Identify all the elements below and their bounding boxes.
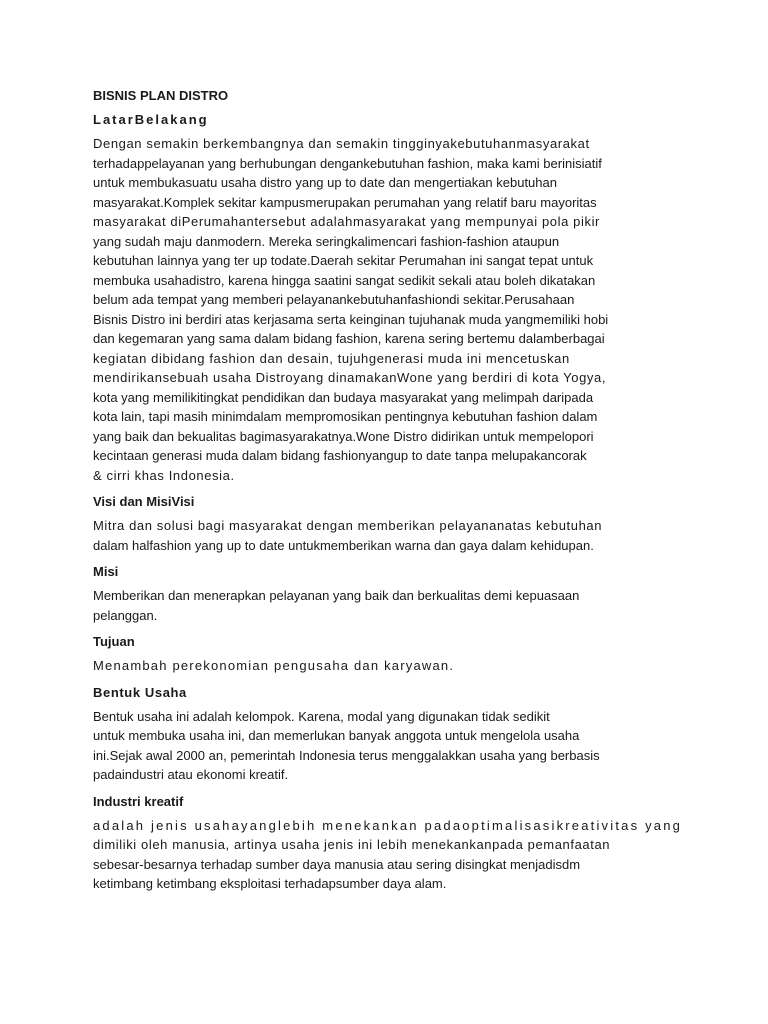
text-line: Bentuk usaha ini adalah kelompok. Karena, modal yang digunakan tidak sedikit — [93, 708, 550, 724]
text-line: Bisnis Distro ini berdiri atas kerjasama serta keinginan tujuhanak muda yangmemiliki hobi — [93, 311, 609, 327]
section-body-industri-kreatif — [93, 816, 683, 894]
text-line: masyarakat.Komplek sekitar kampusmerupakan perumahan yang relatif baru mayoritas — [93, 194, 597, 210]
text-line: kota yang memilikitingkat pendidikan dan budaya masyarakat yang melimpah daripada — [93, 389, 594, 405]
text-line: terhadappelayanan yang berhubungan dengankebutuhan fashion, maka kami berinisiatif — [93, 155, 602, 171]
section-heading-tujuan: Tujuan — [93, 634, 135, 649]
text-line: padaindustri atau ekonomi kreatif. — [93, 767, 289, 782]
text-line: ini.Sejak awal 2000 an, pemerintah Indonesia terus menggalakkan usaha yang berbasis — [93, 747, 600, 763]
text-line: untuk membuka usaha ini, dan memerlukan banyak anggota untuk mengelola usaha — [93, 728, 580, 743]
section-heading-bentuk-usaha: Bentuk Usaha — [93, 684, 187, 700]
text-line: dalam halfashion yang up to date untukmemberikan warna dan gaya dalam kehidupan. — [93, 537, 594, 553]
text-line: dan kegemaran yang sama dalam bidang fashion, karena sering bertemu dalamberbagai — [93, 331, 605, 346]
text-line: mendirikansebuah usaha Distroyang dinamakanWone yang berdiri di kota Yogya, — [93, 370, 607, 385]
text-line: Mitra dan solusi bagi masyarakat dengan memberikan pelayananatas kebutuhan — [93, 518, 603, 533]
text-line: yang baik dan bekualitas bagimasyarakatnya.Wone Distro didirikan untuk mempelopori — [93, 428, 594, 444]
text-line: yang sudah maju danmodern. Mereka seringkalimencari fashion-fashion ataupun — [93, 233, 560, 249]
text-line: belum ada tempat yang memberi pelayanankebutuhanfashiondi sekitar.Perusahaan — [93, 292, 575, 307]
section-body-misi — [93, 586, 678, 625]
text-line: kecintaan generasi muda dalam bidang fashionyangup to date tanpa melupakancorak — [93, 448, 587, 463]
text-line: & cirri khas Indonesia. — [93, 467, 235, 483]
text-line: Dengan semakin berkembangnya dan semakin tingginyakebutuhanmasyarakat — [93, 136, 590, 151]
text-line: sebesar-besarnya terhadap sumber daya manusia atau sering disingkat menjadisdm — [93, 856, 581, 872]
section-heading-misi: Misi — [93, 564, 119, 579]
text-line: membuka usahadistro, karena hingga saatini sangat sedikit sekali atau boleh dikatakan — [93, 272, 596, 288]
section-body-latar-belakang — [93, 134, 678, 485]
section-body-tujuan — [93, 656, 678, 676]
section-heading-industri-kreatif: Industri kreatif — [93, 793, 184, 809]
text-line: pelanggan. — [93, 607, 158, 623]
text-line: untuk membukasuatu usaha distro yang up to date dan mengertiakan kebutuhan — [93, 175, 557, 190]
text-line: kegiatan dibidang fashion dan desain, tujuhgenerasi muda ini mencetuskan — [93, 350, 570, 366]
text-line: ketimbang ketimbang eksploitasi terhadapsumber daya alam. — [93, 876, 447, 891]
text-line: Memberikan dan menerapkan pelayanan yang baik dan berkualitas demi kepuasaan — [93, 588, 580, 603]
text-line: kebutuhan lainnya yang ter up todate.Daerah sekitar Perumahan ini sangat tepat untuk — [93, 253, 594, 268]
document-title: BISNIS PLAN DISTRO — [93, 88, 229, 103]
section-heading-latar-belakang: LatarBelakang — [93, 112, 209, 127]
text-line: masyarakat diPerumahantersebut adalahmasyarakat yang mempunyai pola pikir — [93, 214, 600, 229]
text-line: adalah jenis usahayanglebih menekankan padaoptimalisasikreativitas yang — [93, 817, 683, 833]
section-heading-visi: Visi dan MisiVisi — [93, 494, 195, 509]
section-body-bentuk-usaha — [93, 707, 678, 785]
section-body-visi — [93, 516, 678, 555]
text-line: dimiliki oleh manusia, artinya usaha jenis ini lebih menekankanpada pemanfaatan — [93, 837, 611, 852]
text-line: kota lain, tapi masih minimdalam mempromosikan pentingnya kebutuhan fashion dalam — [93, 409, 598, 424]
text-line: Menambah perekonomian pengusaha dan karyawan. — [93, 658, 455, 673]
